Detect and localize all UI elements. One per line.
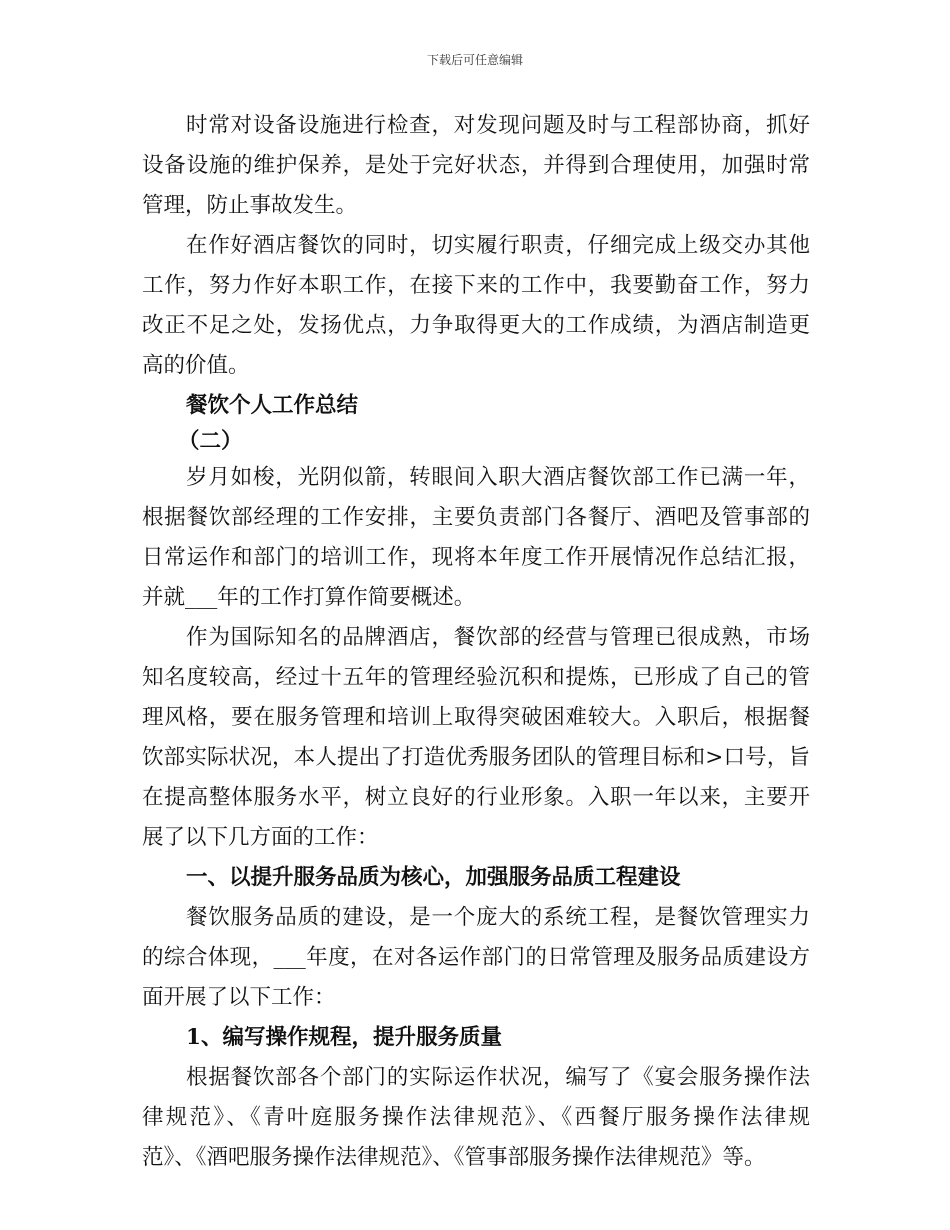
text-line: 设备设施的维护保养，是处于完好状态，并得到合理使用，加强时常 [142, 153, 810, 178]
paragraph [142, 618, 810, 858]
paragraph [142, 106, 810, 226]
paragraph [142, 226, 810, 386]
text-line: 工作，努力作好本职工作，在接下来的工作中，我要勤奋工作，努力 [142, 273, 810, 298]
text-line: 展了以下几方面的工作： [142, 825, 379, 850]
text-line: 岁月如梭，光阴似箭，转眼间入职大酒店餐饮部工作已满一年， [186, 465, 810, 490]
text-line: 并就___年的工作打算作简要概述。 [142, 585, 476, 610]
text-line: 在作好酒店餐饮的同时，切实履行职责，仔细完成上级交办其他 [186, 233, 810, 258]
section-subtitle: （二） [178, 429, 243, 454]
text-line: 律规范》、《青叶庭服务操作法律规范》、《西餐厅服务操作法律规 [142, 1105, 810, 1130]
text-line: 饮部实际状况，本人提出了打造优秀服务团队的管理目标和>口号，旨 [142, 745, 810, 770]
text-line: 在提高整体服务水平，树立良好的行业形象。入职一年以来，主要开 [142, 785, 810, 810]
text-line: 知名度较高，经过十五年的管理经验沉积和提炼，已形成了自己的管 [142, 665, 810, 690]
page-header-note: 下载后可任意编辑 [426, 53, 523, 67]
section-heading: 一、以提升服务品质为核心，加强服务品质工程建设 [186, 865, 681, 890]
text-line: 改正不足之处，发扬优点，力争取得更大的工作成绩，为酒店制造更 [142, 313, 810, 338]
paragraph [142, 1058, 810, 1178]
text-line: 理风格，要在服务管理和培训上取得突破困难较大。入职后，根据餐 [142, 705, 810, 730]
section-title: 餐饮个人工作总结 [186, 393, 359, 418]
text-line: 根据餐饮部各个部门的实际运作状况，编写了《宴会服务操作法 [186, 1065, 810, 1090]
text-line: 时常对设备设施进行检查，对发现问题及时与工程部协商，抓好 [186, 113, 810, 138]
subsection-heading: 1、编写操作规程，提升服务质量 [186, 1025, 502, 1050]
text-line: 作为国际知名的品牌酒店，餐饮部的经营与管理已很成熟，市场 [186, 625, 810, 650]
text-line: 餐饮服务品质的建设，是一个庞大的系统工程，是餐饮管理实力 [186, 905, 810, 930]
text-line: 高的价值。 [142, 353, 250, 378]
text-line: 范》、《酒吧服务操作法律规范》、《管事部服务操作法律规范》等。 [142, 1145, 766, 1170]
text-line: 管理，防止事故发生。 [142, 193, 358, 218]
paragraph [142, 458, 810, 618]
document-body [142, 106, 810, 1178]
text-line: 面开展了以下工作： [142, 985, 336, 1010]
text-line: 的综合体现，___年度，在对各运作部门的日常管理及服务品质建设方 [142, 945, 810, 970]
text-line: 根据餐饮部经理的工作安排，主要负责部门各餐厅、酒吧及管事部的 [142, 505, 810, 530]
paragraph [142, 898, 810, 1018]
text-line: 日常运作和部门的培训工作，现将本年度工作开展情况作总结汇报， [142, 545, 810, 570]
